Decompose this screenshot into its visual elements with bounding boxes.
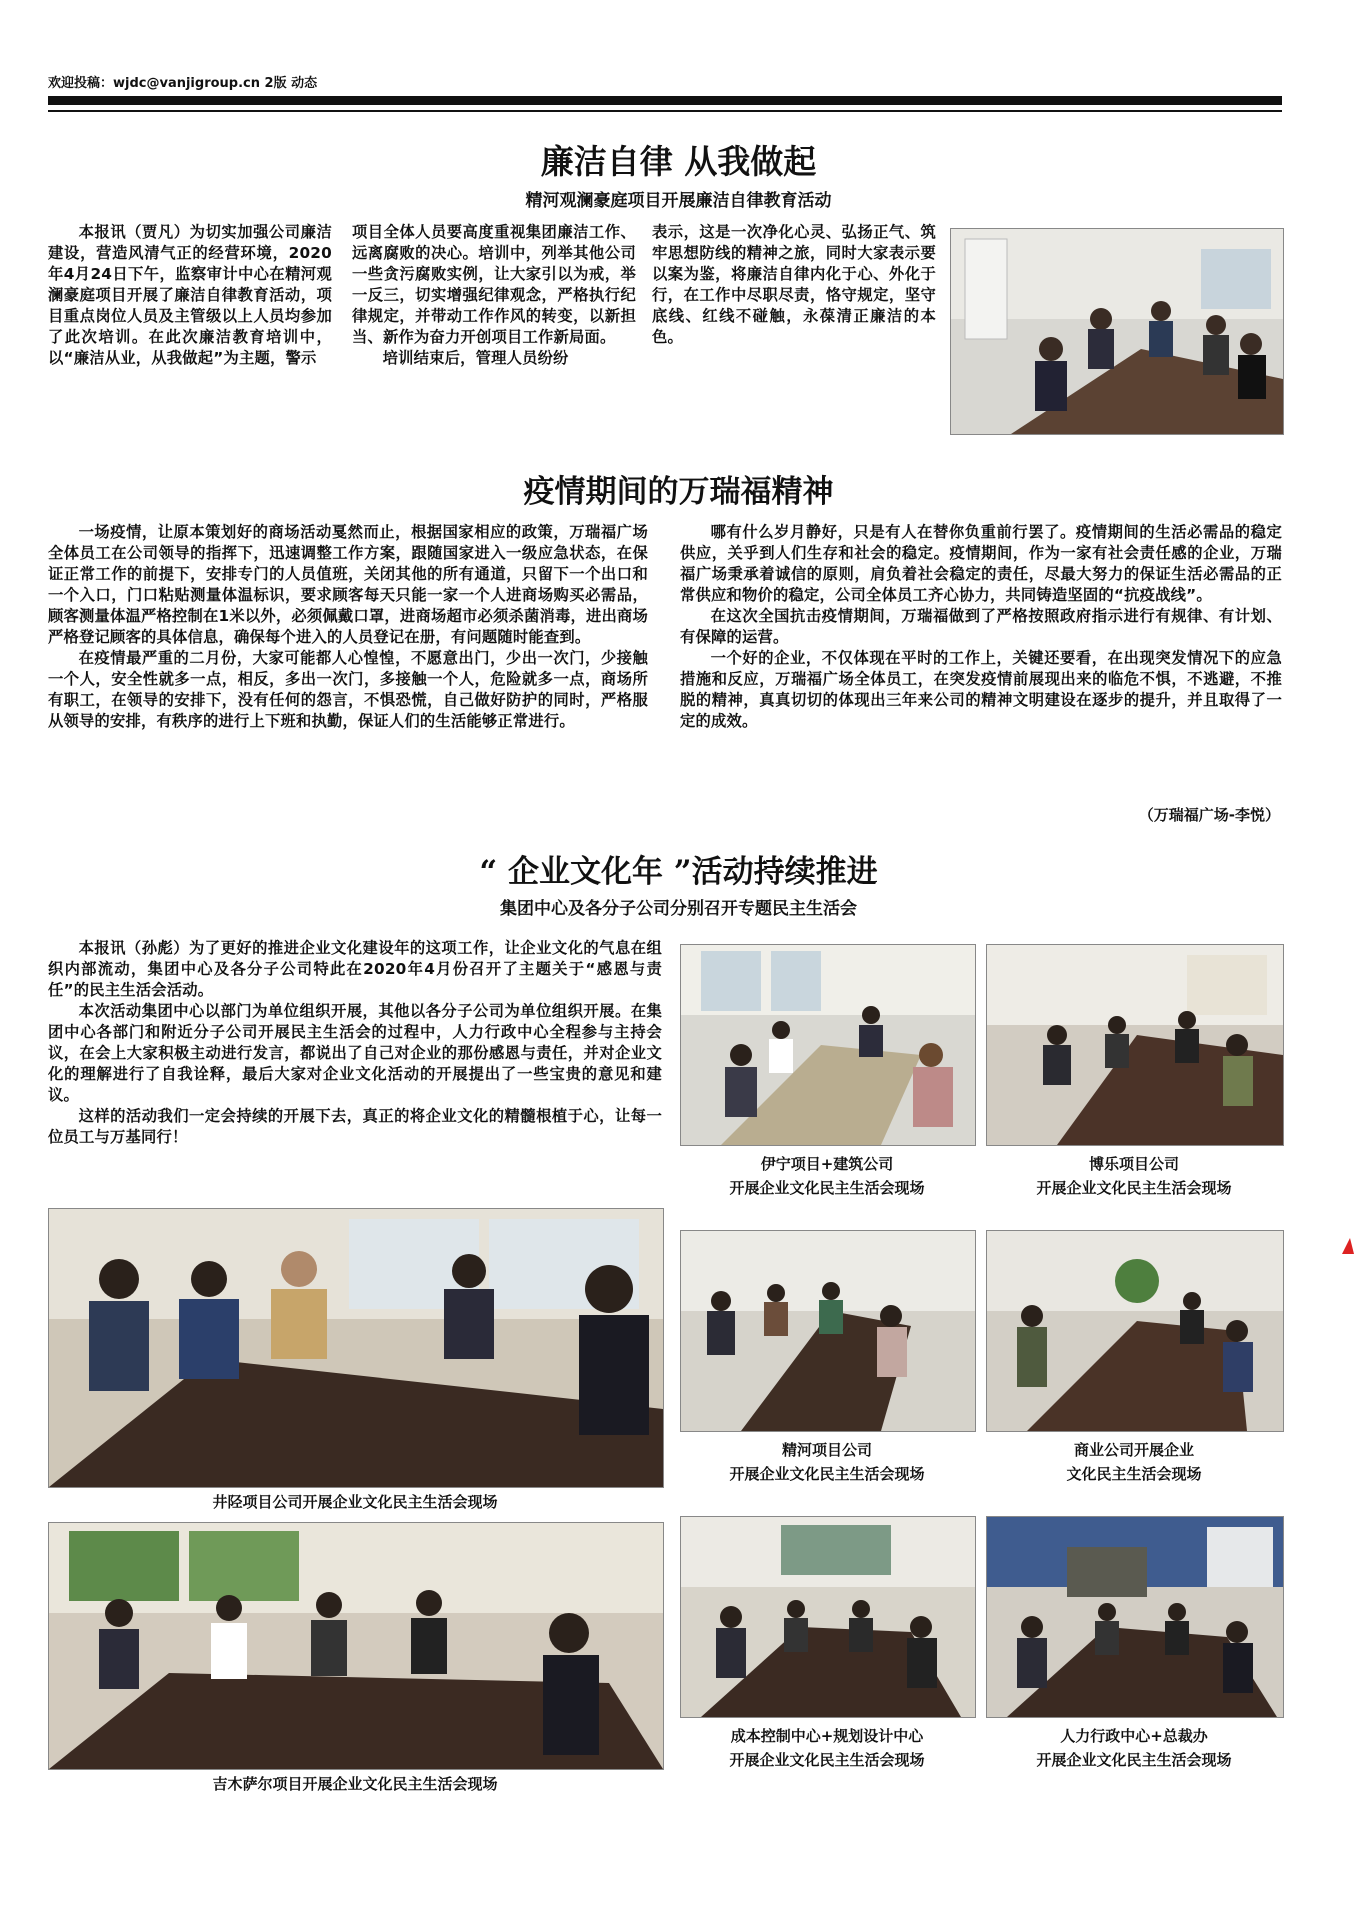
article1-col1: 本报讯（贾凡）为切实加强公司廉洁建设，营造风清气正的经营环境，2020年4月24日下午，监察审计中心在精河观澜豪庭项目开展了廉洁自律教育活动，项目重点岗位人员及主管级以上人员均参加了此次培训。在此次廉洁教育培训中，以“廉洁从业，从我做起”为主题，警示 xyxy=(48,223,332,367)
photo-jingxing xyxy=(48,1208,664,1488)
caption-yining: 伊宁项目+建筑公司 开展企业文化民主生活会现场 xyxy=(729,1155,925,1197)
article1-col3: 表示，这是一次净化心灵、弘扬正气、筑牢思想防线的精神之旅，同时大家表示要以案为鉴，将廉洁自律内化于心、外化于行，在工作中尽职尽责，恪守规定，坚守底线、红线不碰触，永葆清正廉洁的本色。 xyxy=(652,223,936,346)
photo-jinghe xyxy=(680,1230,976,1432)
article3-title: “ 企业文化年 ”活动持续推进 xyxy=(479,854,878,890)
photo-jimusaer xyxy=(48,1522,664,1770)
header-rule-thick xyxy=(48,96,1282,105)
meeting-photo-graphic xyxy=(681,1517,975,1717)
article3-lead: 本报讯（孙彪） xyxy=(78,939,190,957)
article2-right-col: 哪有什么岁月静好，只是有人在替你负重前行罢了。疫情期间的生活必需品的稳定供应，关乎到人们生存和社会的稳定。疫情期间，作为一家有社会责任感的企业，万瑞福广场秉承着诚信的原则，肩负着社会稳定的责任，尽最大努力的保证生活必需品的正常供应和物价的稳定，公司全体员工齐心协力，共同铸造坚固的“抗疫战线”。 在这次全国抗击疫情期间，万瑞福做到了严格按照政府指示进行有规律、有计划、有保障的运营。 一个好的企业，不仅体现在平时的工作上，关键还要看，在出现突发情况下的应急措施和反应，万瑞福广场全体员工，在突发疫情前展现出来的临危不惧，不逃避，不推脱的精神，真真切切的体现出三年来公司的精神文明建设在逐步的提升，并且取得了一定的成效。 xyxy=(680,523,1282,730)
caption-jingxing: 井陉项目公司开展企业文化民主生活会现场 xyxy=(212,1493,498,1511)
photo-yining xyxy=(680,944,976,1146)
caption-bole: 博乐项目公司 开展企业文化民主生活会现场 xyxy=(1036,1155,1232,1197)
photo-shangye xyxy=(986,1230,1284,1432)
photo-bole xyxy=(986,944,1284,1146)
article1-photo xyxy=(950,228,1284,435)
article3-text: 本报讯（孙彪）为了更好的推进企业文化建设年的这项工作，让企业文化的气息在组织内部流动，集团中心及各分子公司特此在2020年4月份召开了主题关于“感恩与责任”的民主生活会活动。 本次活动集团中心以部门为单位组织开展，其他以各分子公司为单位组织开展。在集团中心各部门和附近分子公司开展民主生活会的过程中，人力行政中心全程参与主持会议，在会上大家积极主动进行发言，都说出了自己对企业的那份感恩与责任，并对企业文化的理解进行了自我诠释，最后大家对企业文化活动的开展提出了一些宝贵的意见和建议。 这样的活动我们一定会持续的开展下去，真正的将企业文化的精髓根植于心，让每一位员工与万基同行！ xyxy=(48,939,662,1146)
photo-renli xyxy=(986,1516,1284,1718)
meeting-photo-graphic xyxy=(681,1231,975,1431)
meeting-photo-graphic xyxy=(987,945,1283,1145)
meeting-photo-graphic xyxy=(49,1209,663,1487)
article2-credit: （万瑞福广场-李悦） xyxy=(1138,806,1280,824)
header-rule-thin xyxy=(48,110,1282,112)
article2-left-col: 一场疫情，让原本策划好的商场活动戛然而止，根据国家相应的政策，万瑞福广场全体员工在公司领导的指挥下，迅速调整工作方案，跟随国家进入一级应急状态，在保证正常工作的前提下，安排专门的人员值班，关闭其他的所有通道，只留下一个出口和一个入口，门口粘贴测量体温标识，要求顾客每天只能一家一个人进商场购买必需品，顾客测量体温严格控制在1米以外，必须佩戴口罩，进商场超市必须杀菌消毒，进出商场严格登记顾客的具体信息，确保每个进入的人员登记在册，有问题随时能查到。 在疫情最严重的二月份，大家可能都人心惶惶，不愿意出门，少出一次门，少接触一个人，安全性就多一点，相反，多出一次门，多接触一个人，危险就多一点，商场所有职工，在领导的安排下，没有任何的怨言，不惧恐慌，自己做好防护的同时，严格服从领导的安排，有秩序的进行上下班和执勤，保证人们的生活能够正常进行。 xyxy=(48,523,648,730)
caption-jinghe: 精河项目公司 开展企业文化民主生活会现场 xyxy=(729,1441,925,1483)
article3-subtitle: 集团中心及各分子公司分别召开专题民主生活会 xyxy=(500,899,857,919)
article1-lead: 本报讯（贾凡） xyxy=(78,223,190,241)
meeting-photo-graphic xyxy=(49,1523,663,1769)
edge-mark-icon xyxy=(1342,1238,1354,1254)
article1-title: 廉洁自律 从我做起 xyxy=(540,142,817,181)
article1-subtitle: 精河观澜豪庭项目开展廉洁自律教育活动 xyxy=(525,191,832,211)
page-header: 欢迎投稿：wjdc@vanjigroup.cn 2版 动态 xyxy=(48,76,318,91)
meeting-photo-graphic xyxy=(987,1231,1283,1431)
photo-chengben xyxy=(680,1516,976,1718)
article1-col2: 项目全体人员要高度重视集团廉洁工作、远离腐败的决心。培训中，列举其他公司一些贪污腐败实例，让大家引以为戒，举一反三，切实增强纪律观念，严格执行纪律规定，并带动工作作风的转变，以新担当、新作为奋力开创项目工作新局面。 培训结束后，管理人员纷纷 xyxy=(352,223,636,367)
article2-title: 疫情期间的万瑞福精神 xyxy=(523,474,834,510)
meeting-photo-graphic xyxy=(951,229,1283,434)
meeting-photo-graphic xyxy=(987,1517,1283,1717)
caption-chengben: 成本控制中心+规划设计中心 开展企业文化民主生活会现场 xyxy=(729,1727,925,1769)
caption-renli: 人力行政中心+总裁办 开展企业文化民主生活会现场 xyxy=(1036,1727,1232,1769)
caption-shangye: 商业公司开展企业 文化民主生活会现场 xyxy=(1066,1441,1202,1483)
meeting-photo-graphic xyxy=(681,945,975,1145)
caption-jimusaer: 吉木萨尔项目开展企业文化民主生活会现场 xyxy=(212,1775,498,1793)
